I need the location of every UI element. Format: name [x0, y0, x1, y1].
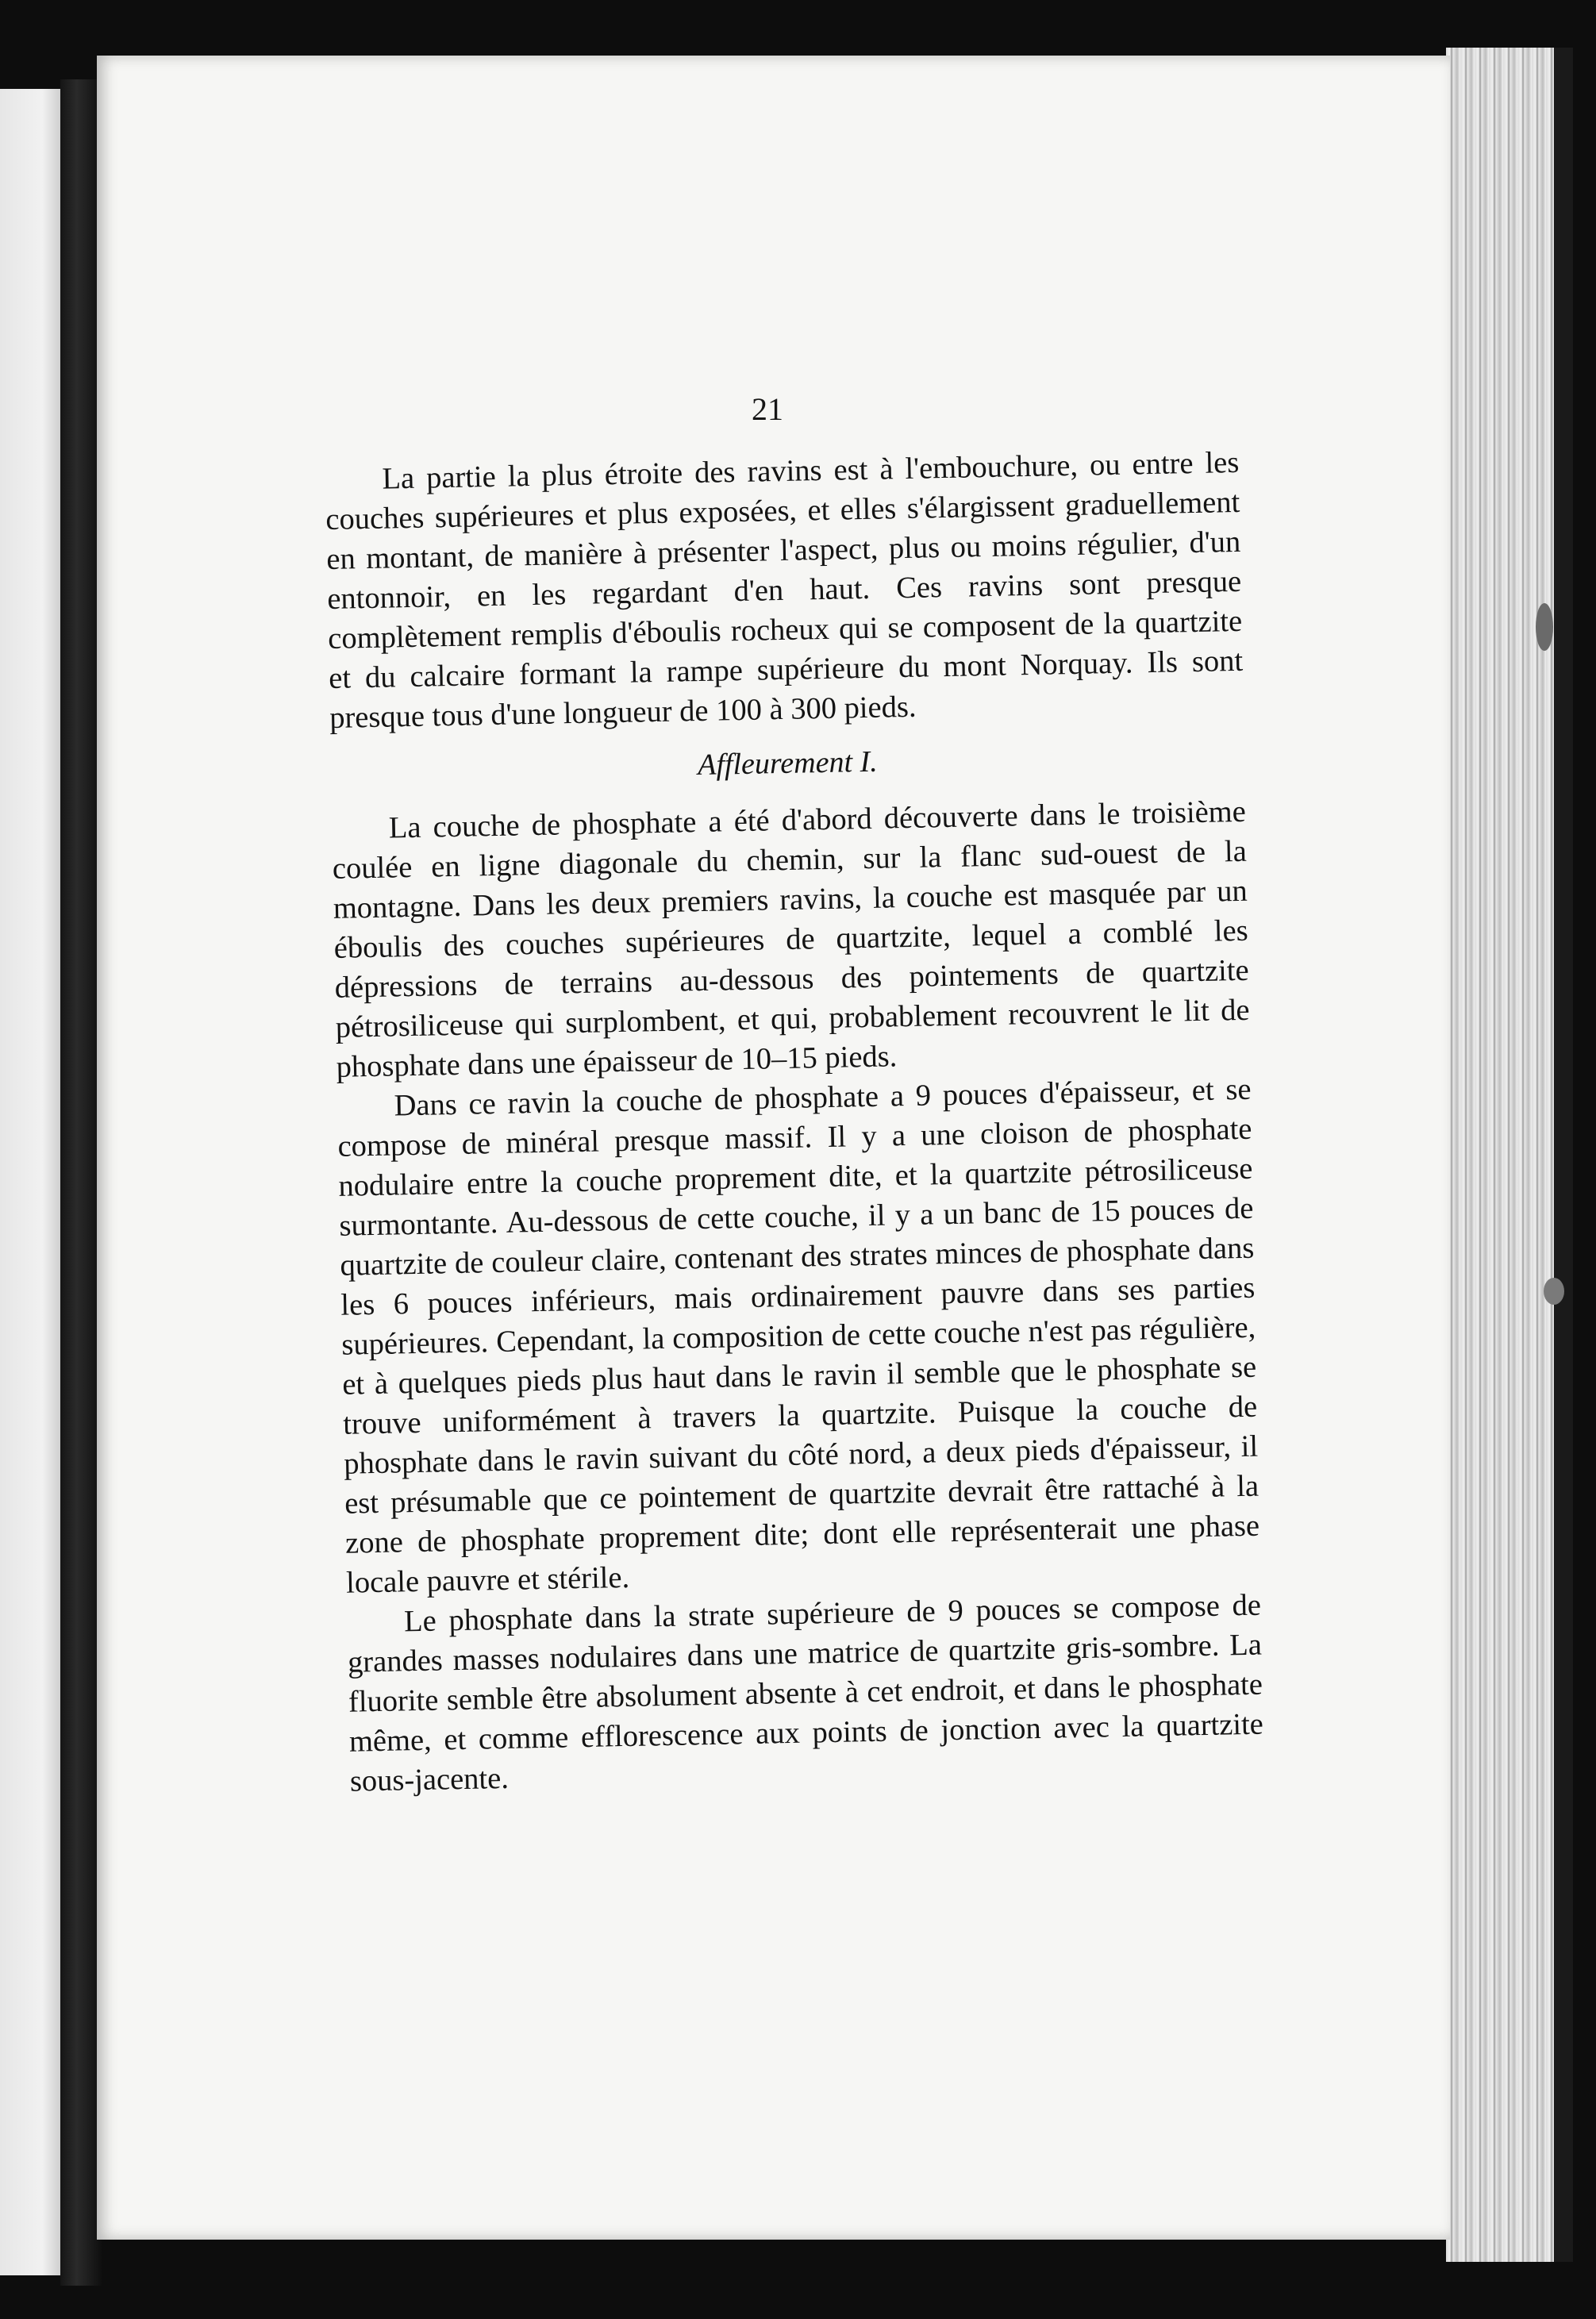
paragraph: Le phosphate dans la strate supérieure de 9 pouces se compose de grandes masses nodulaires dans une matrice de quartzite gris-sombre. La fluorite semble être absolument absente à cet endroit, et dans le phosphate même, et comme efflorescence aux points de jonction avec la quartzite sous-jacente.	[347, 1588, 1264, 1798]
body-text	[325, 443, 1264, 1802]
paragraph: Dans ce ravin la couche de phosphate a 9 pouces d'épaisseur, et se compose de minéral presque massif. Il y a une cloison de phosphate nodulaire entre la couche proprement dite, et la quartzite pétrosiliceuse surmontante. Au-dessous de cette couche, il y a un banc de 15 pouces de quartzite de couleur claire, contenant des strates minces de phosphate dans les 6 pouces inférieurs, mais ordinairement pauvre dans ses parties supérieures. Cependant, la composition de cette couche n'est pas régulière, et à quelques pieds plus haut dans le ravin il semble que le phosphate se trouve uniformément à travers la quartzite. Puisque la couche de phosphate dans le ravin suivant du côté nord, a deux pieds d'épaisseur, il est présumable que ce pointement de quartzite devrait être rattaché à la zone de phosphate proprement dite; dont elle représenterait une phase locale pauvre et stérile.	[337, 1072, 1260, 1600]
book-gutter	[60, 79, 102, 2286]
page	[97, 56, 1450, 2240]
paragraph: La partie la plus étroite des ravins est à l'embouchure, ou entre les couches supérieures et plus exposées, et elles s'élargissent graduellement en montant, de manière à présenter l'aspect, plus ou moins régulier, d'un entonnoir, en les regardant d'en haut. Ces ravins sont presque complètement remplis d'éboulis rocheux qui se composent de la quartzite et du calcaire formant la rampe supérieure du mont Norquay. Ils sont presque tous d'une longueur de 100 à 300 pieds.	[325, 445, 1244, 735]
scan-speck	[1536, 603, 1553, 651]
scan-speck	[1544, 1278, 1564, 1305]
page-stack-edges	[1446, 48, 1573, 2262]
page-number: 21	[752, 391, 783, 427]
left-page-edge	[0, 89, 60, 2275]
paragraph: La couche de phosphate a été d'abord découverte dans le troisième coulée en ligne diagonale du chemin, sur la flanc sud-ouest de la montagne. Dans les deux premiers ravins, la couche est masquée par un éboulis des couches supérieures de quartzite, lequel a comblé les dépressions de terrains au-dessous des pointements de quartzite pétrosiliceuse qui surplombent, et qui, probablement recouvrent le lit de phosphate dans une épaisseur de 10–15 pieds.	[332, 794, 1250, 1084]
section-heading: Affleurement I.	[697, 744, 879, 783]
